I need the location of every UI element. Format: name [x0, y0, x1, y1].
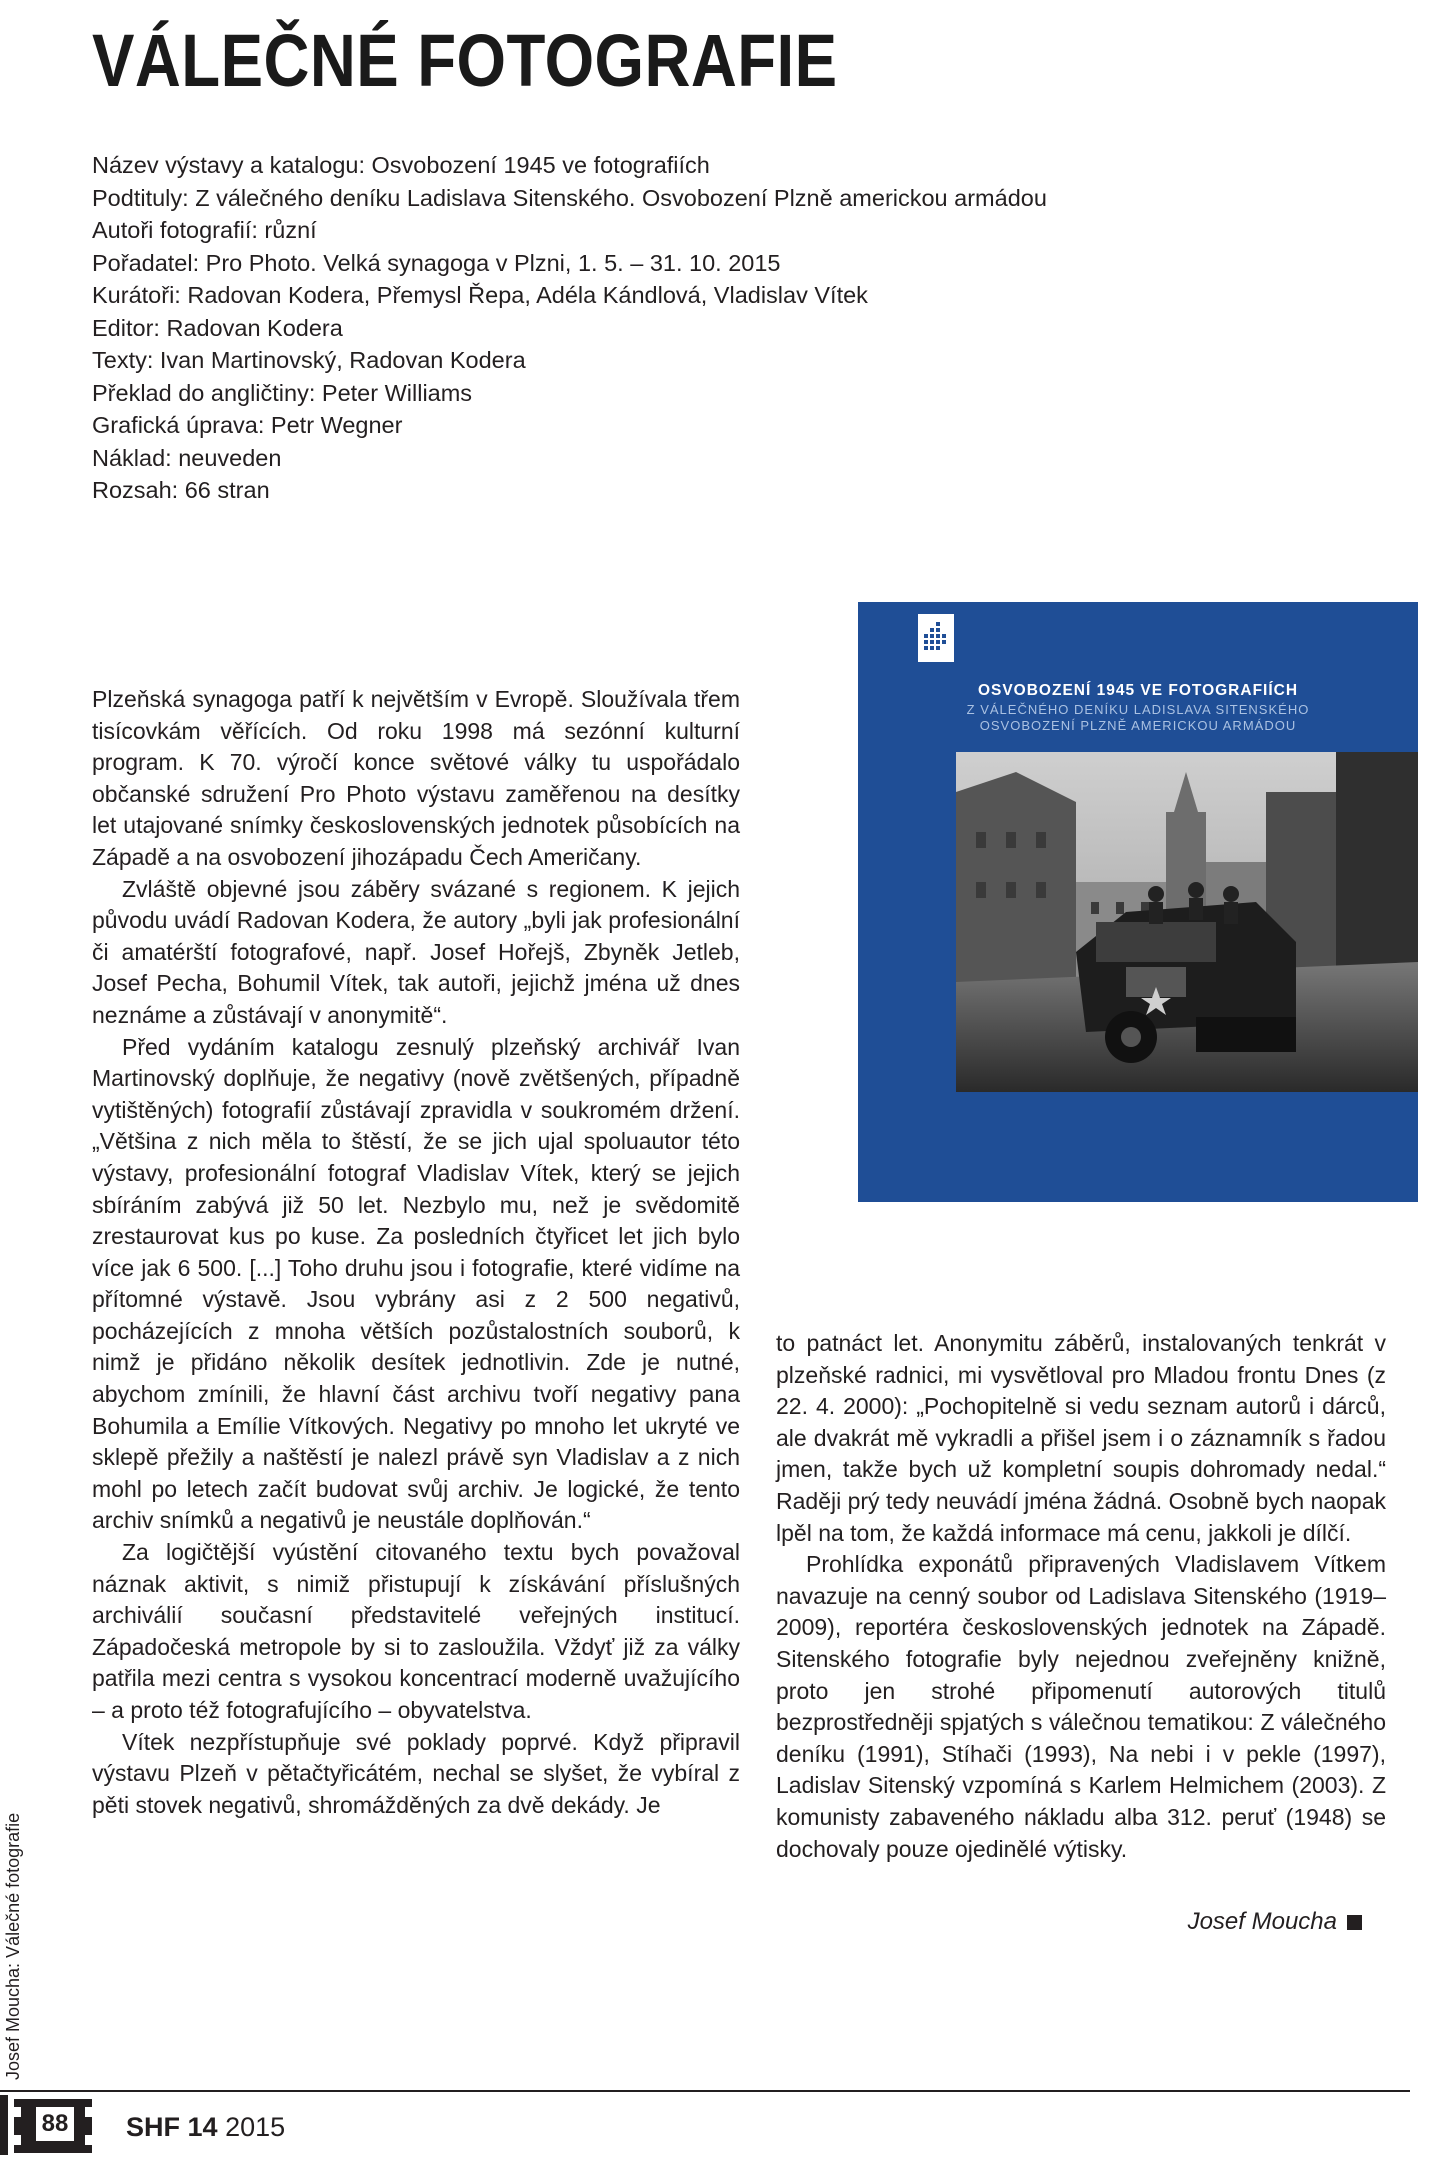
meta-translation: Překlad do angličtiny: Peter Williams: [92, 379, 473, 406]
cover-subtitle-1: Z VÁLEČNÉHO DENÍKU LADISLAVA SITENSKÉHO: [966, 702, 1310, 717]
journal-year: 2015: [225, 2112, 286, 2142]
cover-title: OSVOBOZENÍ 1945 VE FOTOGRAFIÍCH: [977, 682, 1299, 699]
meta-organizer: Pořadatel: Pro Photo. Velká synagoga v Plzni, 1. 5. – 31. 10. 2015: [92, 249, 781, 276]
publisher-logo-icon: [918, 614, 954, 662]
catalogue-cover-image: [858, 602, 1418, 1202]
frame-notch: [85, 2135, 92, 2145]
paragraph: Za logičtější vyústění citovaného textu bych považoval náznak aktivit, s nimiž přistupují k získávání příslušných archiválií současní představitelé veřejných institucí. Západočeská metropole by si to zasloužila. Vždyť již za války patřila mezi centra s vysokou koncentrací moderně uvažujícího – a proto též fotografujícího – obyvatelstva.: [92, 1539, 740, 1723]
paragraph: Zvláště objevné jsou záběry svázané s regionem. K jejich původu uvádí Radovan Kodera, že autory „byli jak profesionální či amatérští fotografové, např. Josef Hořejš, Zbyněk Jetleb, Josef Pecha, Bohumil Vítek, tak autoři, jejichž jména už dnes neznáme a zůstávají v anonymitě“.: [92, 875, 740, 1028]
meta-subtitles: Podtituly: Z válečného deníku Ladislava Sitenského. Osvobození Plzně americkou armádou: [92, 184, 1047, 211]
author-signature: [1188, 1908, 1362, 1936]
meta-photo-authors: Autoři fotografií: různí: [92, 217, 317, 243]
article-body-left-column: [92, 684, 740, 1821]
article-title: VÁLEČNÉ FOTOGRAFIE: [92, 19, 838, 102]
end-mark-square-icon: [1347, 1915, 1362, 1930]
meta-print-run: Náklad: neuveden: [92, 444, 282, 471]
exhibition-metadata: [92, 149, 1192, 507]
frame-notch: [85, 2107, 92, 2117]
author-name: Josef Moucha: [1187, 1908, 1337, 1935]
footer-rule: [0, 2090, 1410, 2092]
paragraph: Před vydáním katalogu zesnulý plzeňský archivář Ivan Martinovský doplňuje, že negativy (nově zvětšených, případně vytištěných) fotografií zůstávají zpravidla v soukromém držení. „Většina z nich měla to štěstí, že se jich ujal spoluautor této výstavy, profesionální fotograf Vladislav Vítek, který se jejich sbíráním zabývá již 50 let. Nezbylo mu, než je svědomitě zrestaurovat kus po kuse. Za posledních čtyřicet let jich bylo více jak 6 500. [...] Toho druhu jsou i fotografie, které vidíme na přítomné výstavě. Jsou vybrány asi z 2 500 negativů, pocházejících z mnoha větších pozůstalostních souborů, k nimž je přidáno několik desítek jednotlivin. Zde je nutné, abychom zmínili, že hlavní část archivu tvoří negativy pana Bohumila a Emílie Vítkových. Negativy po mnoho let ukryté ve sklepě přežily a naštěstí je nalezl právě syn Vladislav a z nich mohl po letech začít budovat svůj archiv. Je logické, že tento archiv snímků a negativů je neustále doplňován.“: [92, 1033, 740, 1534]
meta-texts: Texty: Ivan Martinovský, Radovan Kodera: [92, 347, 526, 373]
meta-curators: Kurátoři: Radovan Kodera, Přemysl Řepa, Adéla Kándlová, Vladislav Vítek: [92, 282, 868, 308]
article-body-right-column: [776, 1328, 1386, 1865]
meta-exhibition-name: Název výstavy a katalogu: Osvobození 1945 ve fotografiích: [92, 152, 710, 178]
frame-notch: [14, 2135, 21, 2145]
journal-name: SHF 14: [126, 2112, 218, 2142]
journal-issue: [126, 2112, 285, 2143]
page-number: 88: [36, 2107, 74, 2141]
cover-subtitle-2: OSVOBOZENÍ PLZNĚ AMERICKOU ARMÁDOU: [979, 718, 1297, 733]
frame-notch: [14, 2107, 21, 2117]
paragraph: Vítek nezpřístupňuje své poklady poprvé. Když připravil výstavu Plzeň v pětačtyřicátém, nechal se slyšet, že vybíral z pěti stovek negativů, shromážděných za dvě dekády. Je: [92, 1728, 740, 1818]
paragraph: Prohlídka exponátů připravených Vladislavem Vítkem navazuje na cenný soubor od Ladislava Sitenského (1919–2009), reportéra československých jednotek na Západě. Sitenského fotografie byly nejednou zveřejněny knižně, proto jen strohé připomenutí autorových titulů bezprostředněji spjatých s válečnou tematikou: Z válečného deníku (1991), Stíhači (1993), Na nebi i v pekle (1997), Ladislav Sitenský vzpomíná s Karlem Helmichem (2003). Z komunisty zabaveného nákladu alba 312. peruť (1948) se dochovaly pouze ojedinělé výtisky.: [776, 1551, 1386, 1862]
paragraph: Plzeňská synagoga patří k největším v Evropě. Sloužívala třem tisícovkám věřících. Od roku 1998 má sezónní kulturní program. K 70. výročí konce světové války tu uspořádalo občanské sdružení Pro Photo výstavu zaměřenou na desítky let utajované snímky československých jednotek působících na Západě a na osvobození jihozápadu Čech Američany.: [92, 686, 740, 870]
paragraph: to patnáct let. Anonymitu záběrů, instalovaných tenkrát v plzeňské radnici, mi vysvětloval pro Mladou frontu Dnes (z 22. 4. 2000): „Pochopitelně si vedu seznam autorů i dárců, ale dvakrát mě vykradli a přišel jsem i o záznamník s řadou jmen, takže bych už kompletní soupis dohromady nedal.“ Raději prý tedy neuvádí jména žádná. Osobně bych naopak lpěl na tom, že každá informace má cenu, jakkoli je dílčí.: [776, 1330, 1386, 1546]
meta-editor: Editor: Radovan Kodera: [92, 314, 343, 341]
footer-edge-bar: [0, 2095, 8, 2155]
running-side-caption: Josef Moucha: Válečné fotografie: [3, 1812, 23, 2080]
meta-extent: Rozsah: 66 stran: [92, 477, 270, 503]
cover-photograph-armored-vehicle: [956, 752, 1418, 1092]
meta-graphic-design: Grafická úprava: Petr Wegner: [92, 412, 403, 438]
